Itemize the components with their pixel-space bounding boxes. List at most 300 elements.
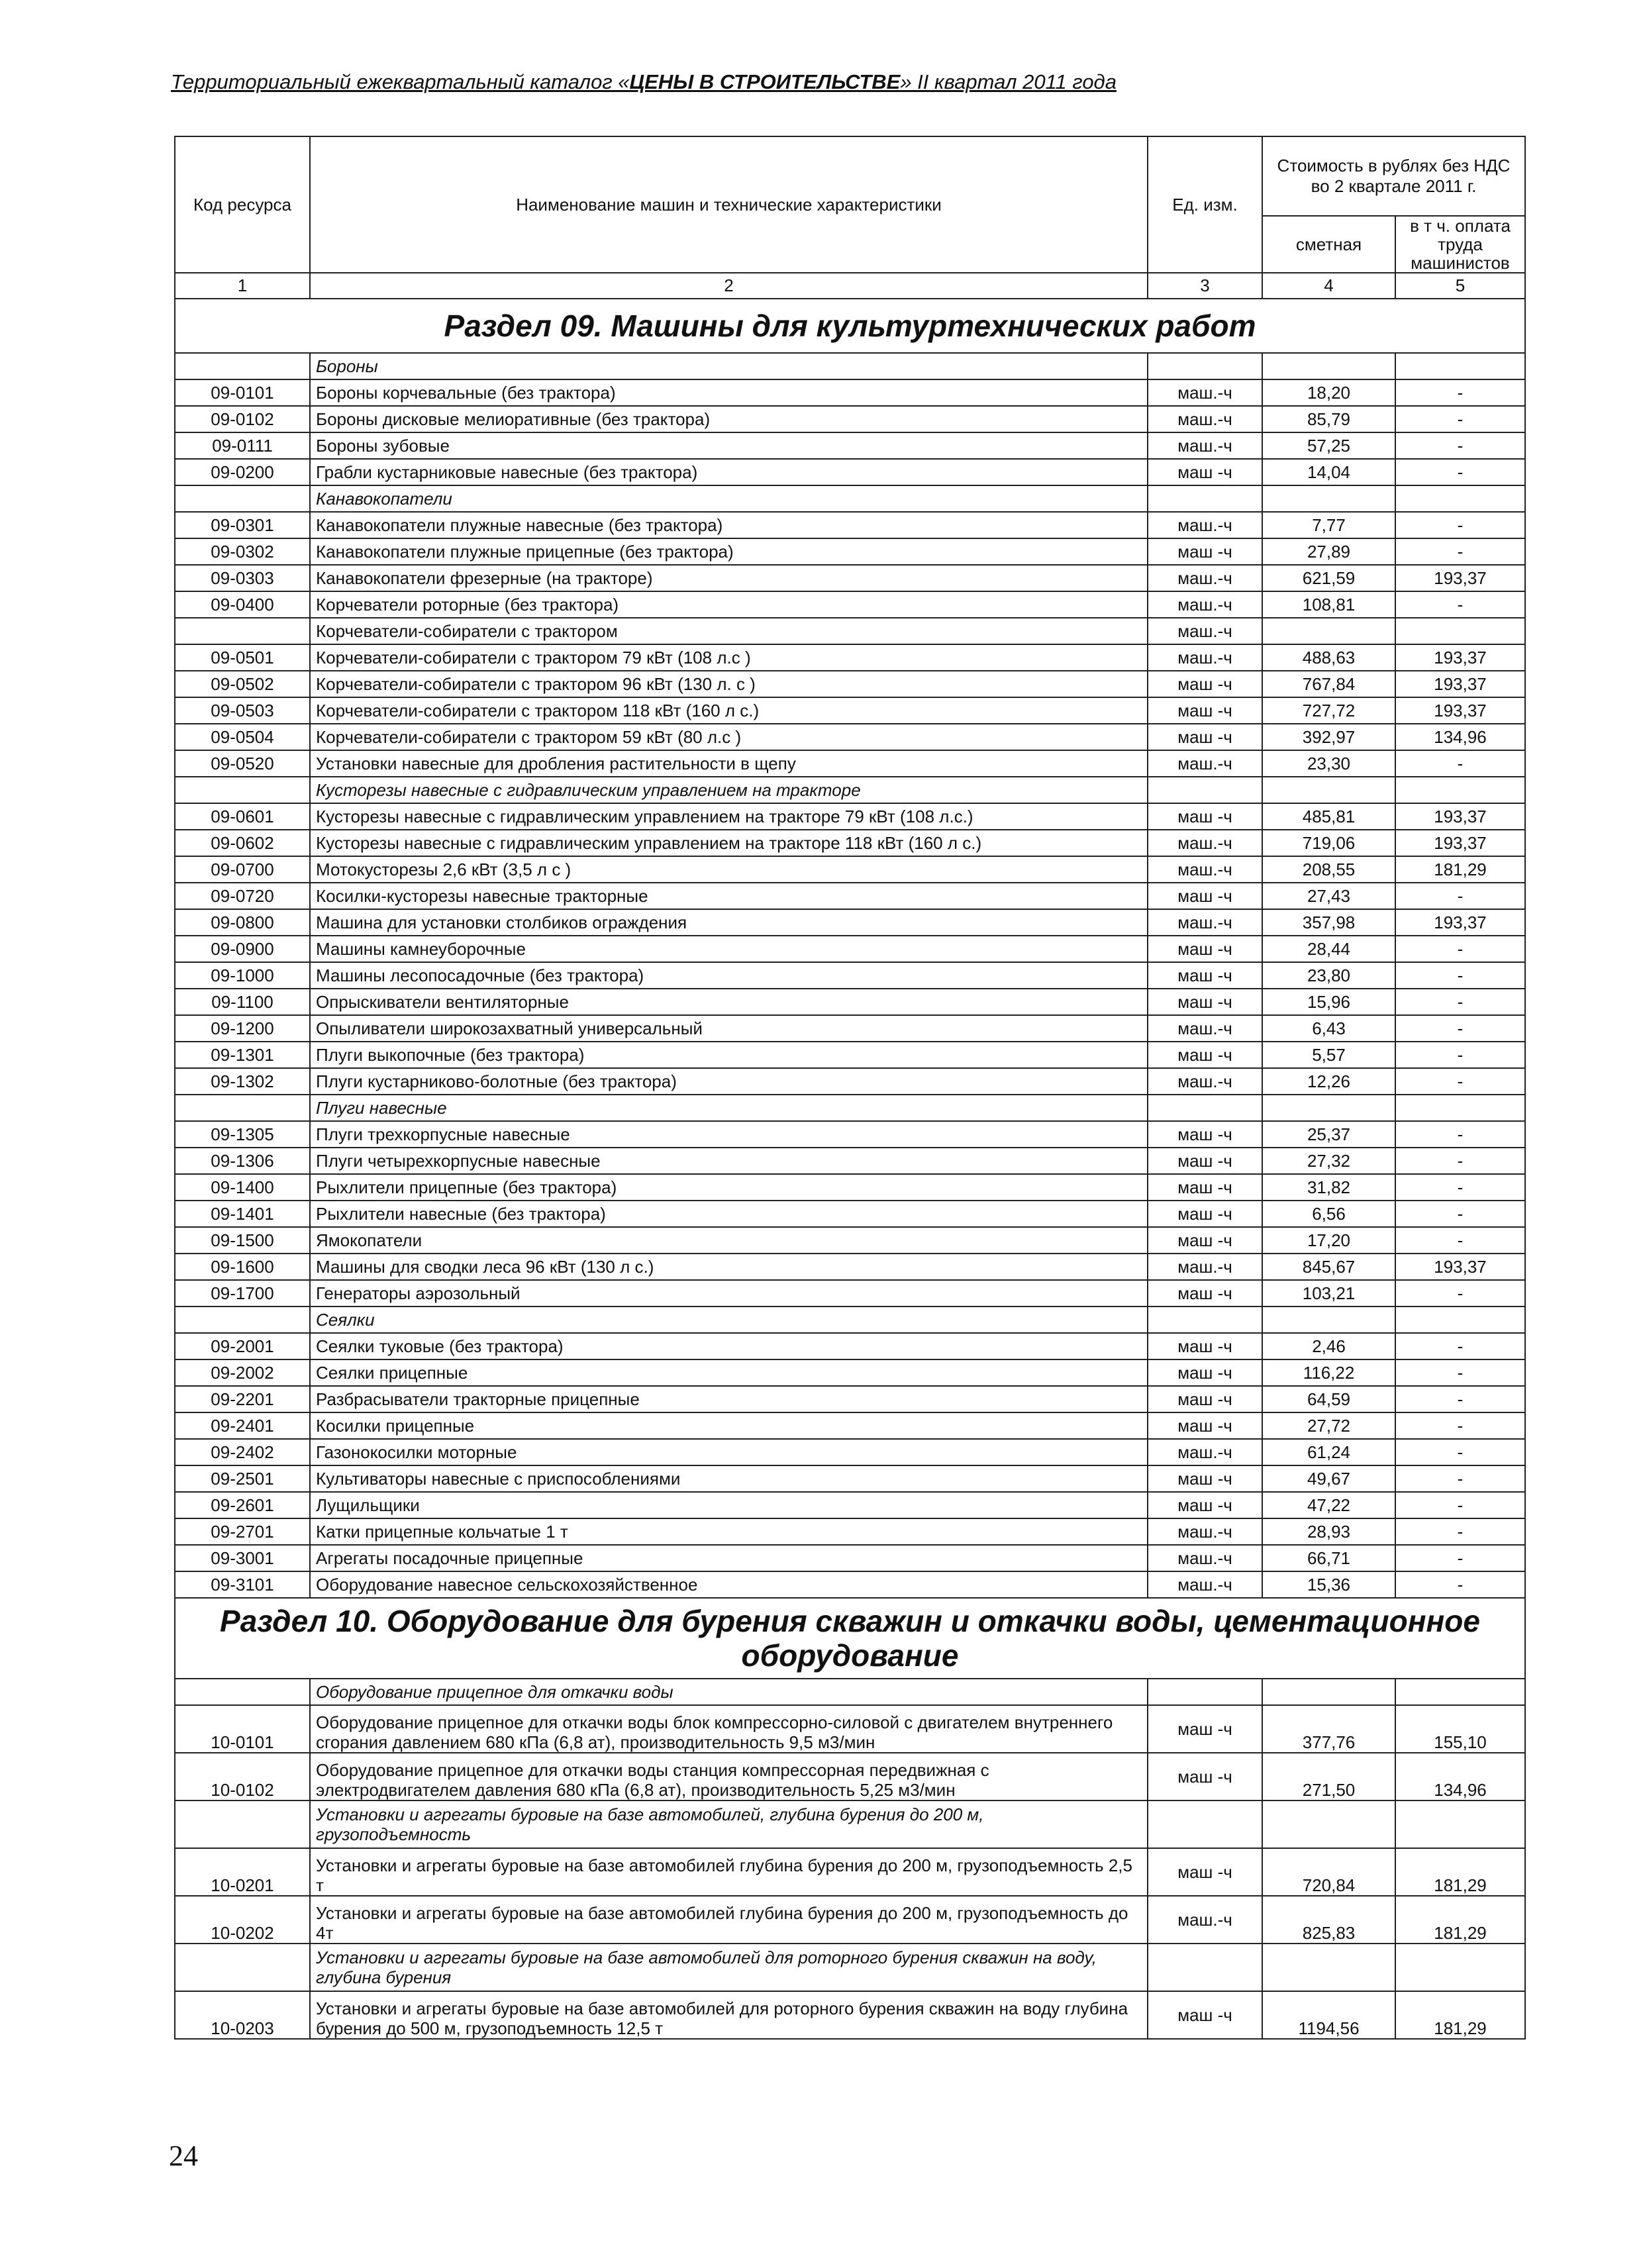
section-row (175, 299, 1525, 353)
resource-code: 09-1305 (175, 1121, 310, 1148)
subgroup-row (175, 485, 1525, 512)
price-cell: 845,67 (1262, 1254, 1395, 1280)
machine-name: Катки прицепные кольчатые 1 т (310, 1518, 1148, 1545)
unit-cell: маш -ч (1148, 1148, 1262, 1174)
resource-code: 09-0700 (175, 856, 310, 883)
unit-cell (1148, 777, 1262, 803)
unit-cell: маш.-ч (1148, 565, 1262, 591)
machine-name: Кусторезы навесные с гидравлическим управлением на тракторе 79 кВт (108 л.с.) (310, 803, 1148, 830)
resource-code: 09-2501 (175, 1465, 310, 1492)
resource-code: 09-0503 (175, 697, 310, 724)
resource-code: 09-0502 (175, 671, 310, 697)
machine-name: Оборудование навесное сельскохозяйственное (310, 1571, 1148, 1598)
machine-name: Машины камнеуборочные (310, 936, 1148, 962)
resource-code: 09-0504 (175, 724, 310, 750)
unit-cell: маш -ч (1148, 1042, 1262, 1068)
labor-cell (1395, 1800, 1525, 1848)
price-cell: 1194,56 (1262, 1991, 1395, 2039)
price-cell: 17,20 (1262, 1227, 1395, 1254)
resource-code: 09-2601 (175, 1492, 310, 1518)
unit-cell: маш -ч (1148, 724, 1262, 750)
price-cell: 719,06 (1262, 830, 1395, 856)
price-cell: 57,25 (1262, 432, 1395, 459)
table-row (175, 1333, 1525, 1359)
subgroup-row (175, 1307, 1525, 1333)
header-code: Код ресурса (175, 136, 310, 273)
empty-cell (175, 1679, 310, 1705)
price-cell: 47,22 (1262, 1492, 1395, 1518)
unit-cell: маш -ч (1148, 1412, 1262, 1439)
labor-cell: - (1395, 1174, 1525, 1201)
table-row (175, 1991, 1525, 2039)
price-cell: 28,44 (1262, 936, 1395, 962)
labor-cell: - (1395, 1042, 1525, 1068)
table-row (175, 1545, 1525, 1571)
labor-cell (1395, 1944, 1525, 1991)
table-row (175, 1148, 1525, 1174)
table-row (175, 1571, 1525, 1598)
machine-name: Машины для сводки леса 96 кВт (130 л с.) (310, 1254, 1148, 1280)
price-cell: 208,55 (1262, 856, 1395, 883)
table-row (175, 856, 1525, 883)
price-cell: 357,98 (1262, 909, 1395, 936)
table-row (175, 883, 1525, 909)
unit-cell: маш -ч (1148, 697, 1262, 724)
table-row (175, 538, 1525, 565)
table-row (175, 989, 1525, 1015)
subgroup-row (175, 1800, 1525, 1848)
machine-name: Установки и агрегаты буровые на базе автомобилей глубина бурения до 200 м, грузоподъемность до 4т (310, 1896, 1148, 1944)
unit-cell: маш -ч (1148, 936, 1262, 962)
unit-cell: маш -ч (1148, 1753, 1262, 1800)
empty-cell (175, 1307, 310, 1333)
machine-name: Корчеватели роторные (без трактора) (310, 591, 1148, 618)
labor-cell: - (1395, 1068, 1525, 1095)
unit-cell: маш.-ч (1148, 1439, 1262, 1465)
resource-code: 09-0602 (175, 830, 310, 856)
unit-cell: маш -ч (1148, 989, 1262, 1015)
labor-cell (1395, 353, 1525, 379)
labor-cell: - (1395, 1465, 1525, 1492)
machine-name: Канавокопатели плужные навесные (без трактора) (310, 512, 1148, 538)
labor-cell: - (1395, 989, 1525, 1015)
table-row (175, 644, 1525, 671)
subgroup-name: Плуги навесные (310, 1095, 1148, 1121)
table-row (175, 565, 1525, 591)
unit-cell (1148, 485, 1262, 512)
table-row (175, 830, 1525, 856)
unit-cell: маш.-ч (1148, 1518, 1262, 1545)
unit-cell (1148, 1095, 1262, 1121)
table-row (175, 1121, 1525, 1148)
labor-cell: 181,29 (1395, 856, 1525, 883)
price-cell: 825,83 (1262, 1896, 1395, 1944)
labor-cell: - (1395, 1571, 1525, 1598)
table-row (175, 962, 1525, 989)
resource-code: 09-1000 (175, 962, 310, 989)
unit-cell: маш.-ч (1148, 1068, 1262, 1095)
unit-cell: маш -ч (1148, 1227, 1262, 1254)
machine-name: Опрыскиватели вентиляторные (310, 989, 1148, 1015)
machine-name: Установки и агрегаты буровые на базе автомобилей глубина бурения до 200 м, грузоподъемность 2,5 т (310, 1848, 1148, 1896)
resource-code: 09-0720 (175, 883, 310, 909)
machine-name: Плуги четырехкорпусные навесные (310, 1148, 1148, 1174)
machine-name: Мотокусторезы 2,6 кВт (3,5 л с ) (310, 856, 1148, 883)
header-cost: Стоимость в рублях без НДС во 2 квартале 2011 г. (1262, 136, 1525, 216)
labor-cell: 181,29 (1395, 1848, 1525, 1896)
unit-cell: маш.-ч (1148, 1254, 1262, 1280)
machine-name: Ямокопатели (310, 1227, 1148, 1254)
unit-cell: маш -ч (1148, 1280, 1262, 1307)
resource-code: 09-2002 (175, 1359, 310, 1386)
section-title: Раздел 09. Машины для культуртехнических работ (175, 299, 1525, 353)
labor-cell: - (1395, 1518, 1525, 1545)
resource-code: 10-0202 (175, 1896, 310, 1944)
machine-name: Корчеватели-собиратели с трактором 118 кВт (160 л с.) (310, 697, 1148, 724)
resource-code: 09-1302 (175, 1068, 310, 1095)
price-cell: 12,26 (1262, 1068, 1395, 1095)
unit-cell: маш.-ч (1148, 856, 1262, 883)
labor-cell: 193,37 (1395, 671, 1525, 697)
labor-cell: - (1395, 1386, 1525, 1412)
machine-name: Рыхлители навесные (без трактора) (310, 1201, 1148, 1227)
unit-cell: маш.-ч (1148, 406, 1262, 432)
table-row (175, 1439, 1525, 1465)
price-cell: 15,36 (1262, 1571, 1395, 1598)
machine-name: Сеялки прицепные (310, 1359, 1148, 1386)
labor-cell (1395, 777, 1525, 803)
price-cell: 488,63 (1262, 644, 1395, 671)
labor-cell: - (1395, 750, 1525, 777)
table-row (175, 803, 1525, 830)
table-row (175, 1465, 1525, 1492)
price-cell: 49,67 (1262, 1465, 1395, 1492)
unit-cell: маш -ч (1148, 1121, 1262, 1148)
resource-code: 09-0301 (175, 512, 310, 538)
unit-cell: маш.-ч (1148, 379, 1262, 406)
running-head-part3: » II квартал 2011 года (900, 70, 1117, 93)
labor-cell: 193,37 (1395, 1254, 1525, 1280)
unit-cell (1148, 1307, 1262, 1333)
table-row (175, 936, 1525, 962)
price-cell: 23,30 (1262, 750, 1395, 777)
resource-code: 09-0303 (175, 565, 310, 591)
machine-name: Установки навесные для дробления растительности в щепу (310, 750, 1148, 777)
labor-cell: - (1395, 406, 1525, 432)
price-cell: 85,79 (1262, 406, 1395, 432)
subgroup-name: Кусторезы навесные с гидравлическим управлением на тракторе (310, 777, 1148, 803)
running-head-part2: ЦЕНЫ В СТРОИТЕЛЬСТВЕ (629, 70, 901, 93)
price-cell: 727,72 (1262, 697, 1395, 724)
labor-cell (1395, 485, 1525, 512)
running-head-part1: Территориальный ежеквартальный каталог « (171, 70, 630, 93)
machine-name: Бороны корчевальные (без трактора) (310, 379, 1148, 406)
price-cell: 271,50 (1262, 1753, 1395, 1800)
col-number-1: 1 (175, 273, 310, 299)
resource-code: 09-2402 (175, 1439, 310, 1465)
subgroup-name: Канавокопатели (310, 485, 1148, 512)
unit-cell: маш -ч (1148, 883, 1262, 909)
price-cell: 6,43 (1262, 1015, 1395, 1042)
machine-name: Плуги трехкорпусные навесные (310, 1121, 1148, 1148)
table-row (175, 1412, 1525, 1439)
resource-code: 09-0520 (175, 750, 310, 777)
labor-cell: - (1395, 591, 1525, 618)
machine-name: Сеялки туковые (без трактора) (310, 1333, 1148, 1359)
resource-code: 09-0101 (175, 379, 310, 406)
machine-name: Плуги выкопочные (без трактора) (310, 1042, 1148, 1068)
unit-cell (1148, 353, 1262, 379)
page-number: 24 (169, 2140, 198, 2172)
labor-cell: 193,37 (1395, 644, 1525, 671)
unit-cell: маш.-ч (1148, 909, 1262, 936)
labor-cell: - (1395, 1412, 1525, 1439)
price-cell (1262, 485, 1395, 512)
table-row (175, 1174, 1525, 1201)
machine-name: Корчеватели-собиратели с трактором (310, 618, 1148, 644)
machine-name: Машины лесопосадочные (без трактора) (310, 962, 1148, 989)
machine-name: Опыливатели широкозахватный универсальный (310, 1015, 1148, 1042)
resource-code: 09-0111 (175, 432, 310, 459)
col-number-5: 5 (1395, 273, 1525, 299)
price-cell (1262, 1800, 1395, 1848)
price-cell: 116,22 (1262, 1359, 1395, 1386)
subgroup-row (175, 353, 1525, 379)
machine-name: Рыхлители прицепные (без трактора) (310, 1174, 1148, 1201)
labor-cell (1395, 1307, 1525, 1333)
labor-cell: - (1395, 936, 1525, 962)
unit-cell: маш.-ч (1148, 644, 1262, 671)
labor-cell: 181,29 (1395, 1991, 1525, 2039)
resource-code: 09-1200 (175, 1015, 310, 1042)
table-row (175, 1492, 1525, 1518)
price-cell: 31,82 (1262, 1174, 1395, 1201)
labor-cell: - (1395, 1333, 1525, 1359)
labor-cell: 181,29 (1395, 1896, 1525, 1944)
subgroup-row (175, 1095, 1525, 1121)
unit-cell: маш -ч (1148, 1848, 1262, 1896)
header-unit: Ед. изм. (1148, 136, 1262, 273)
price-cell: 61,24 (1262, 1439, 1395, 1465)
price-cell: 5,57 (1262, 1042, 1395, 1068)
labor-cell: - (1395, 1015, 1525, 1042)
labor-cell (1395, 1095, 1525, 1121)
labor-cell: - (1395, 1227, 1525, 1254)
unit-cell: маш.-ч (1148, 591, 1262, 618)
labor-cell: - (1395, 1359, 1525, 1386)
table-row (175, 1227, 1525, 1254)
price-cell: 27,32 (1262, 1148, 1395, 1174)
running-head (171, 70, 1117, 94)
resource-code (175, 618, 310, 644)
unit-cell: маш -ч (1148, 1359, 1262, 1386)
price-cell: 720,84 (1262, 1848, 1395, 1896)
unit-cell (1148, 1944, 1262, 1991)
unit-cell: маш -ч (1148, 1492, 1262, 1518)
machine-name: Лущильщики (310, 1492, 1148, 1518)
table-row (175, 406, 1525, 432)
labor-cell: 193,37 (1395, 803, 1525, 830)
labor-cell: 193,37 (1395, 909, 1525, 936)
labor-cell: 155,10 (1395, 1705, 1525, 1753)
price-cell: 2,46 (1262, 1333, 1395, 1359)
resource-code: 09-0800 (175, 909, 310, 936)
resource-code: 09-0102 (175, 406, 310, 432)
price-cell: 27,43 (1262, 883, 1395, 909)
resource-code: 09-1301 (175, 1042, 310, 1068)
subgroup-name: Оборудование прицепное для откачки воды (310, 1679, 1148, 1705)
unit-cell: маш -ч (1148, 459, 1262, 485)
labor-cell: - (1395, 379, 1525, 406)
machine-name: Бороны зубовые (310, 432, 1148, 459)
price-cell (1262, 1679, 1395, 1705)
resource-code: 09-1100 (175, 989, 310, 1015)
resource-code: 10-0102 (175, 1753, 310, 1800)
resource-code: 09-0501 (175, 644, 310, 671)
unit-cell: маш -ч (1148, 962, 1262, 989)
unit-cell: маш -ч (1148, 803, 1262, 830)
unit-cell: маш.-ч (1148, 512, 1262, 538)
labor-cell: - (1395, 1439, 1525, 1465)
table-row (175, 671, 1525, 697)
price-cell: 18,20 (1262, 379, 1395, 406)
labor-cell: 193,37 (1395, 565, 1525, 591)
table-row (175, 1359, 1525, 1386)
unit-cell: маш -ч (1148, 1991, 1262, 2039)
price-cell: 7,77 (1262, 512, 1395, 538)
price-cell: 621,59 (1262, 565, 1395, 591)
table-row (175, 379, 1525, 406)
labor-cell (1395, 1679, 1525, 1705)
labor-cell: - (1395, 1148, 1525, 1174)
labor-cell: - (1395, 432, 1525, 459)
subgroup-row (175, 1944, 1525, 1991)
unit-cell: маш -ч (1148, 538, 1262, 565)
price-cell: 66,71 (1262, 1545, 1395, 1571)
price-cell (1262, 1944, 1395, 1991)
machine-name: Газонокосилки моторные (310, 1439, 1148, 1465)
labor-cell: - (1395, 512, 1525, 538)
price-cell: 64,59 (1262, 1386, 1395, 1412)
price-cell: 103,21 (1262, 1280, 1395, 1307)
resource-code: 09-1600 (175, 1254, 310, 1280)
table-row (175, 1280, 1525, 1307)
table-row (175, 512, 1525, 538)
table-row (175, 1518, 1525, 1545)
table-row (175, 1386, 1525, 1412)
table-row (175, 1201, 1525, 1227)
section-row (175, 1598, 1525, 1679)
machine-name: Косилки прицепные (310, 1412, 1148, 1439)
table-row (175, 1042, 1525, 1068)
machine-name: Установки и агрегаты буровые на базе автомобилей для роторного бурения скважин на воду глубина бурения до 500 м, грузоподъемность 12,5 т (310, 1991, 1148, 2039)
col-number-4: 4 (1262, 273, 1395, 299)
price-cell (1262, 618, 1395, 644)
table-row (175, 618, 1525, 644)
resource-code: 09-0302 (175, 538, 310, 565)
machine-name: Плуги кустарниково-болотные (без трактора) (310, 1068, 1148, 1095)
resource-code: 09-1500 (175, 1227, 310, 1254)
price-cell: 392,97 (1262, 724, 1395, 750)
resource-code: 09-2401 (175, 1412, 310, 1439)
labor-cell: 193,37 (1395, 697, 1525, 724)
price-cell: 25,37 (1262, 1121, 1395, 1148)
machine-name: Кусторезы навесные с гидравлическим управлением на тракторе 118 кВт (160 л с.) (310, 830, 1148, 856)
table-row (175, 591, 1525, 618)
price-cell: 377,76 (1262, 1705, 1395, 1753)
labor-cell: 193,37 (1395, 830, 1525, 856)
resource-code: 09-3001 (175, 1545, 310, 1571)
resource-code: 09-0200 (175, 459, 310, 485)
resource-code: 09-0900 (175, 936, 310, 962)
subgroup-row (175, 1679, 1525, 1705)
unit-cell (1148, 1800, 1262, 1848)
labor-cell: - (1395, 883, 1525, 909)
price-cell: 27,72 (1262, 1412, 1395, 1439)
unit-cell (1148, 1679, 1262, 1705)
resource-code: 10-0101 (175, 1705, 310, 1753)
price-cell: 767,84 (1262, 671, 1395, 697)
header-labor: в т ч. оплата труда машинистов (1395, 216, 1525, 273)
machine-name: Косилки-кусторезы навесные тракторные (310, 883, 1148, 909)
subgroup-name: Сеялки (310, 1307, 1148, 1333)
subgroup-name: Установки и агрегаты буровые на базе автомобилей для роторного бурения скважин на воду, глубина бурения (310, 1944, 1148, 1991)
unit-cell: маш.-ч (1148, 432, 1262, 459)
header-name: Наименование машин и технические характеристики (310, 136, 1148, 273)
empty-cell (175, 777, 310, 803)
table-row (175, 750, 1525, 777)
unit-cell: маш -ч (1148, 1386, 1262, 1412)
labor-cell: - (1395, 1545, 1525, 1571)
price-cell: 23,80 (1262, 962, 1395, 989)
price-cell: 28,93 (1262, 1518, 1395, 1545)
price-cell: 14,04 (1262, 459, 1395, 485)
unit-cell: маш.-ч (1148, 1571, 1262, 1598)
subgroup-name: Бороны (310, 353, 1148, 379)
resource-code: 09-1700 (175, 1280, 310, 1307)
labor-cell: - (1395, 1201, 1525, 1227)
resource-code: 09-2001 (175, 1333, 310, 1359)
machine-name: Машина для установки столбиков ограждения (310, 909, 1148, 936)
machine-name: Генераторы аэрозольный (310, 1280, 1148, 1307)
price-cell: 6,56 (1262, 1201, 1395, 1227)
unit-cell: маш.-ч (1148, 1545, 1262, 1571)
unit-cell: маш.-ч (1148, 1896, 1262, 1944)
empty-cell (175, 1944, 310, 1991)
unit-cell: маш -ч (1148, 1465, 1262, 1492)
unit-cell: маш -ч (1148, 671, 1262, 697)
empty-cell (175, 1800, 310, 1848)
unit-cell: маш -ч (1148, 1174, 1262, 1201)
price-cell (1262, 777, 1395, 803)
unit-cell: маш -ч (1148, 1333, 1262, 1359)
resource-code: 09-0601 (175, 803, 310, 830)
table-row (175, 724, 1525, 750)
machine-name: Разбрасыватели тракторные прицепные (310, 1386, 1148, 1412)
machine-name: Агрегаты посадочные прицепные (310, 1545, 1148, 1571)
machine-name: Культиваторы навесные с приспособлениями (310, 1465, 1148, 1492)
resource-code: 09-1401 (175, 1201, 310, 1227)
machine-name: Корчеватели-собиратели с трактором 59 кВт (80 л.с ) (310, 724, 1148, 750)
machine-name: Канавокопатели плужные прицепные (без трактора) (310, 538, 1148, 565)
resource-code: 10-0201 (175, 1848, 310, 1896)
price-cell (1262, 1307, 1395, 1333)
table-row (175, 1068, 1525, 1095)
resource-code: 09-2201 (175, 1386, 310, 1412)
price-cell: 27,89 (1262, 538, 1395, 565)
unit-cell: маш -ч (1148, 1705, 1262, 1753)
col-number-2: 2 (310, 273, 1148, 299)
